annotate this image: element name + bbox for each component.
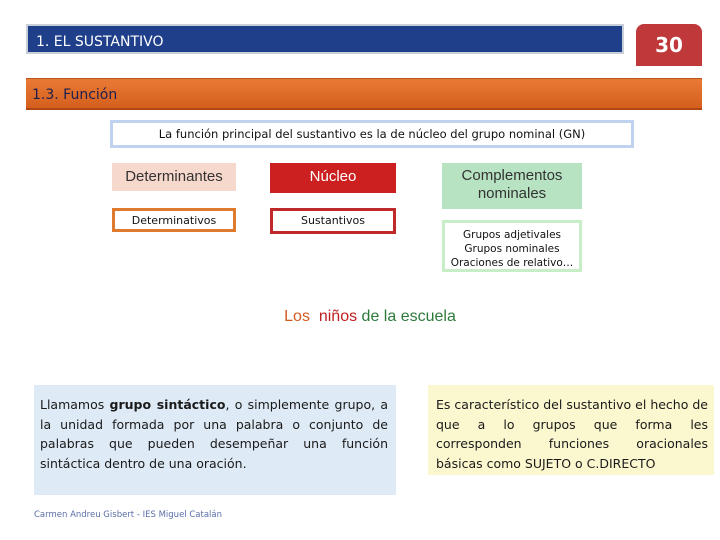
example-determinante: Los <box>284 308 310 325</box>
footer-text: Carmen Andreu Gisbert - IES Miguel Catalán <box>34 510 223 520</box>
title-bar <box>26 24 624 54</box>
intro-box <box>110 120 634 148</box>
determinantes-box <box>112 163 236 191</box>
determinantes-label: Determinantes <box>125 168 223 185</box>
complementos-label-line2: nominales <box>477 185 547 202</box>
sustantivos-box <box>270 208 396 234</box>
example-nucleo: niños <box>318 308 358 325</box>
sustantivos-label: Sustantivos <box>300 214 366 227</box>
definition-lead: Llamamos <box>40 397 110 412</box>
section-bar <box>26 78 702 110</box>
footer-credit <box>34 510 294 524</box>
characteristic-box <box>428 385 714 475</box>
page-title: 1. EL SUSTANTIVO <box>36 34 164 50</box>
definition-rest: , o simplemente grupo, a la unidad formada por una palabra o conjunto de palabras que pueden desempeñar una función sintáctica dentro de una oración. <box>40 397 388 471</box>
complementos-types-box <box>442 220 582 272</box>
characteristic-text: Es característico del sustantivo el hecho de que a lo grupos que forma les corresponden funciones oracionales básicas como SUJETO o C.DIRECTO <box>436 397 708 471</box>
example-phrase <box>200 308 540 330</box>
grupos-adjetivales-label: Grupos adjetivales <box>462 229 561 241</box>
definition-term: grupo sintáctico <box>109 397 226 412</box>
definition-box <box>34 385 396 495</box>
slide-number: 30 <box>655 33 683 57</box>
complementos-box <box>442 163 582 209</box>
intro-text: La función principal del sustantivo es la de núcleo del grupo nominal (GN) <box>158 127 586 141</box>
section-title: 1.3. Función <box>32 87 118 103</box>
slide-number-badge <box>636 24 702 66</box>
oraciones-relativo-label: Oraciones de relativo… <box>450 257 574 269</box>
example-complemento: de la escuela <box>361 308 456 325</box>
nucleo-label: Núcleo <box>309 168 357 185</box>
grupos-nominales-label: Grupos nominales <box>464 243 560 255</box>
nucleo-box <box>270 163 396 193</box>
determinativos-label: Determinativos <box>131 214 217 227</box>
determinativos-box <box>112 208 236 232</box>
complementos-label-line1: Complementos <box>461 167 563 184</box>
